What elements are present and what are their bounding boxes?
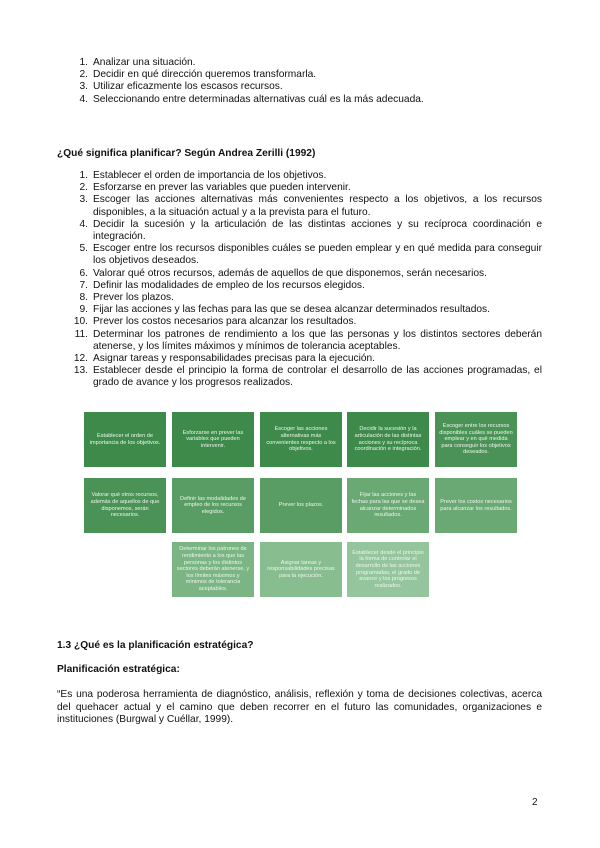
list-text: Prever los costos necesarios para alcanzar los resultados. (93, 316, 357, 328)
diagram-box: Establecer el orden de importancia de los objetivos. (84, 412, 166, 467)
list-number: 3. (79, 194, 88, 206)
section-heading-planificar: ¿Qué significa planificar? Según Andrea Zerilli (1992) (57, 148, 316, 159)
list-number: 3. (79, 81, 88, 93)
list-text: Establecer desde el principio la forma de controlar el desarrollo de las acciones programadas, el grado de avance y los progresos realizados. (93, 365, 542, 389)
diagram-box: Fijar las acciones y las fechas para las que se desea alcanzar determinados resultados. (347, 478, 429, 533)
list-number: 13. (73, 365, 88, 377)
list-item (74, 194, 542, 218)
list-text: Seleccionando entre determinadas alternativas cuál es la más adecuada. (93, 93, 424, 105)
list-number: 11. (74, 328, 88, 340)
list-text: Escoger las acciones alternativas más convenientes respecto a los objetivos, a los recursos disponibles, a la situación actual y a la prevista para el futuro. (93, 194, 542, 218)
list-number: 9. (79, 304, 88, 316)
diagram-box: Establecer desde el principio la forma de controlar el desarrollo de las acciones programadas, el grado de avance y los progresos realizados. (347, 542, 429, 597)
list-item (74, 292, 542, 304)
planning-steps-list (74, 170, 542, 390)
list-number: 2. (79, 69, 88, 81)
list-item (74, 329, 542, 353)
list-item (74, 280, 542, 292)
list-number: 8. (79, 292, 88, 304)
diagram-box: Decidir la sucesión y la articulación de las distintas acciones y su recíproca coordinación e integración. (347, 412, 429, 467)
diagram-box: Definir las modalidades de empleo de los recursos elegidos. (172, 478, 254, 533)
list-item (74, 57, 542, 69)
diagram-box: Valorar qué otros recursos, además de aquellos de que disponemos, serán necesarios. (84, 478, 166, 533)
list-item (74, 268, 542, 280)
list-text: Prever los plazos. (93, 292, 174, 304)
list-text: Definir las modalidades de empleo de los recursos elegidos. (93, 279, 365, 291)
diagram-box: Prever los costos necesarios para alcanzar los resultados. (435, 478, 517, 533)
list-text: Valorar qué otros recursos, además de aquellos de que disponemos, serán necesarios. (93, 267, 487, 279)
intro-list (74, 57, 542, 106)
diagram-box: Prever los plazos. (260, 478, 342, 533)
diagram-box: Escoger las acciones alternativas más convenientes respecto a los objetivos. (260, 412, 342, 467)
diagram-box: Esforzarse en prever las variables que pueden intervenir. (172, 412, 254, 467)
diagram-box: Asignar tareas y responsabilidades precisas para la ejecución. (260, 542, 342, 597)
list-item (74, 69, 542, 81)
list-item (74, 353, 542, 365)
diagram-box: Determinar los patrones de rendimiento a los que las personas y los distintos sectores deberán atenerse, y los límites máximos y mínimos de tolerancia aceptables. (172, 542, 254, 597)
list-number: 4. (79, 93, 88, 105)
list-item (74, 304, 542, 316)
list-item (74, 81, 542, 93)
list-text: Asignar tareas y responsabilidades precisas para la ejecución. (93, 353, 376, 365)
list-text: Determinar los patrones de rendimiento a los que las personas y los distintos sectores deberán atenerse, y los límites máximos y mínimos de tolerancia aceptables. (93, 328, 542, 352)
list-number: 1. (79, 170, 88, 181)
list-number: 6. (79, 267, 88, 279)
list-text: Fijar las acciones y las fechas para las que se desea alcanzar determinados resultados. (93, 304, 490, 316)
list-item (74, 316, 542, 328)
diagram-box: Escoger entre los recursos disponibles cuáles se pueden emplear y en qué medida para conseguir los objetivos deseados. (435, 412, 517, 467)
list-item (74, 182, 542, 194)
page-number: 2 (532, 797, 538, 808)
list-text: Establecer el orden de importancia de los objetivos. (93, 170, 327, 181)
list-text: Analizar una situación. (93, 57, 196, 68)
list-number: 2. (79, 182, 88, 194)
definition-quote: “Es una poderosa herramienta de diagnóstico, análisis, reflexión y toma de decisiones colectivas, acerca del quehacer actual y el camino que deben recorrer en el futuro las comunidades, organizaciones e instituciones (Burgwal y Cuéllar, 1999). (57, 689, 542, 725)
list-number: 7. (79, 279, 88, 291)
list-item (74, 170, 542, 182)
list-text: Decidir la sucesión y la articulación de las distintas acciones y su recíproca coordinación e integración. (93, 218, 542, 243)
list-item (74, 219, 542, 243)
section-heading-estrategica: 1.3 ¿Qué es la planificación estratégica? (57, 640, 254, 651)
list-number: 10. (73, 316, 88, 328)
list-item (74, 94, 542, 106)
subheading-planificacion-estrategica: Planificación estratégica: (57, 664, 180, 675)
list-number: 4. (79, 218, 88, 230)
list-item (74, 243, 542, 267)
list-text: Decidir en qué dirección queremos transformarla. (93, 69, 317, 81)
list-text: Esforzarse en prever las variables que pueden intervenir. (93, 182, 351, 194)
list-number: 12. (73, 353, 88, 365)
list-item (74, 365, 542, 389)
list-text: Utilizar eficazmente los escasos recursos. (93, 81, 283, 93)
list-text: Escoger entre los recursos disponibles cuáles se pueden emplear y en qué medida para conseguir los objetivos deseados. (93, 243, 542, 267)
list-number: 5. (79, 243, 88, 255)
list-number: 1. (79, 57, 88, 68)
